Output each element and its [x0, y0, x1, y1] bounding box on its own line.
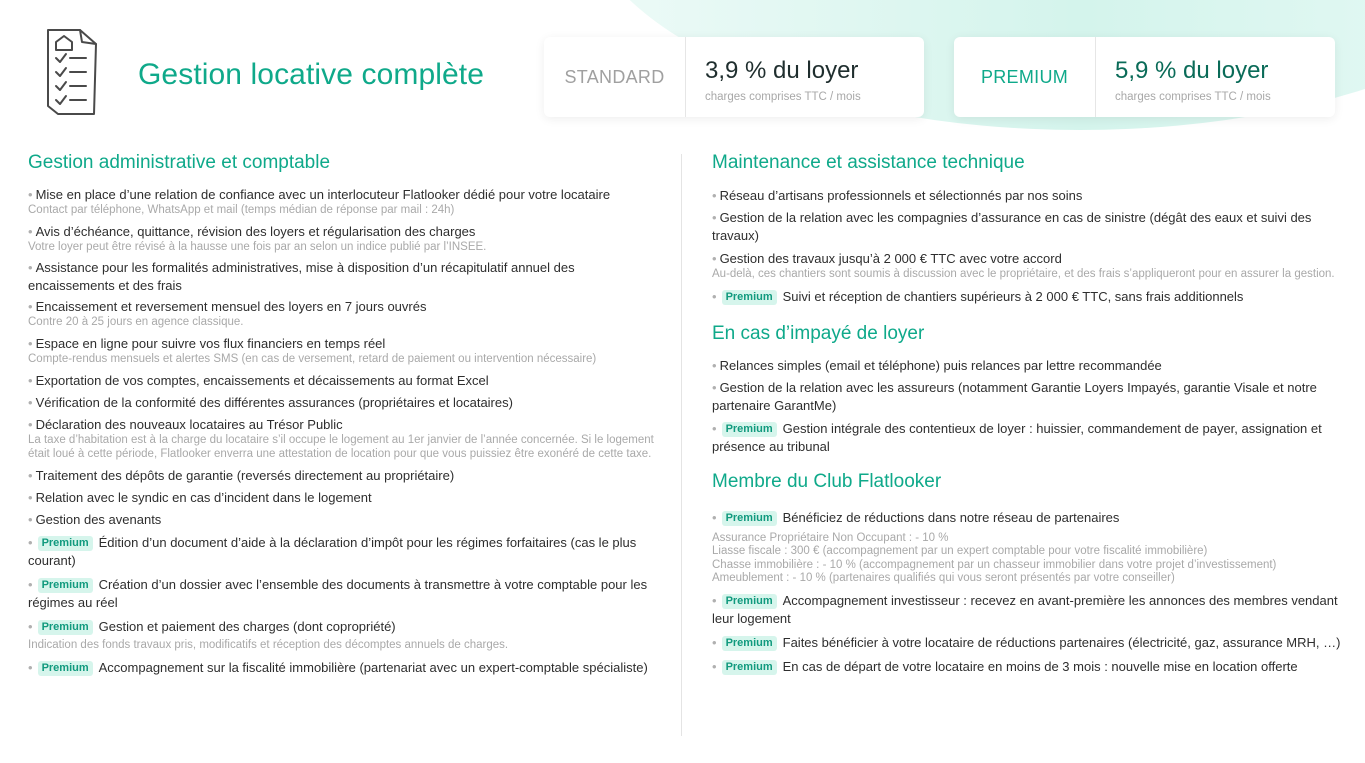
- premium-badge: Premium: [722, 660, 777, 675]
- list-item: • Premium Gestion intégrale des contentieux de loyer : huissier, commandement de payer, assignation et présence au tribunal: [712, 420, 1322, 454]
- list-item: • Encaissement et reversement mensuel des loyers en 7 jours ouvrés Contre 20 à 25 jours en agence classique.: [28, 299, 427, 328]
- premium-badge: Premium: [722, 636, 777, 651]
- premium-badge: Premium: [38, 578, 93, 593]
- section-title-club: Membre du Club Flatlooker: [712, 470, 942, 492]
- list-item: • Exportation de vos comptes, encaissements et décaissements au format Excel: [28, 373, 489, 388]
- column-administrative: [28, 152, 660, 677]
- price-amount: 5,9 % du loyer: [1115, 57, 1269, 84]
- premium-badge: Premium: [38, 620, 93, 635]
- price-note: charges comprises TTC / mois: [1115, 91, 1271, 103]
- list-item: • Premium Suivi et réception de chantiers supérieurs à 2 000 € TTC, sans frais additionnels: [712, 288, 1244, 304]
- list-item: • Gestion de la relation avec les assureurs (notamment Garantie Loyers Impayés, garantie Visale et notre partenaire GarantMe): [712, 379, 1317, 413]
- page-title: Gestion locative complète: [138, 58, 485, 91]
- premium-badge: Premium: [38, 661, 93, 676]
- price-amount: 3,9 % du loyer: [705, 57, 859, 84]
- feature-list: [712, 357, 1352, 456]
- tier-label: STANDARD: [544, 37, 686, 117]
- premium-badge: Premium: [722, 511, 777, 526]
- list-item: • Premium Édition d’un document d’aide à la déclaration d’impôt pour les régimes forfaitaires (cas le plus courant): [28, 535, 637, 568]
- list-item: • Premium Accompagnement sur la fiscalité immobilière (partenariat avec un expert-comptable spécialiste): [28, 659, 648, 675]
- list-item: • Relances simples (email et téléphone) puis relances par lettre recommandée: [712, 357, 1162, 373]
- pricing-card-premium: [954, 37, 1335, 117]
- premium-badge: Premium: [722, 422, 777, 437]
- section-title-unpaid-rent: En cas d’impayé de loyer: [712, 322, 925, 344]
- list-item: • Espace en ligne pour suivre vos flux financiers en temps réel Compte-rendus mensuels et alertes SMS (en cas de versement, retard de paiement ou intervention nécessaire): [28, 335, 597, 365]
- list-item: • Avis d’échéance, quittance, révision des loyers et régularisation des charges Votre loyer peut être révisé à la hausse une fois par an selon un indice publié par l’INSEE.: [28, 223, 487, 253]
- premium-badge: Premium: [722, 290, 777, 305]
- document-checklist-icon: [44, 26, 98, 118]
- section-title: Gestion administrative et comptable: [28, 152, 331, 173]
- list-item: • Assistance pour les formalités administratives, mise à disposition d’un récapitulatif annuel des encaissements et des frais: [28, 260, 575, 293]
- feature-list: [28, 186, 660, 677]
- column-services: [712, 152, 1352, 676]
- list-item: • Premium Faites bénéficier à votre locataire de réductions partenaires (électricité, gaz, assurance MRH, …): [712, 634, 1341, 650]
- list-item: • Gestion des avenants: [28, 512, 162, 527]
- list-item: • Déclaration des nouveaux locataires au Trésor Public La taxe d’habitation est à la charge du locataire s’il occupe le logement au 1er janvier de l’année concernée. Si le logement était loué à cette période, Flatlooker enverra une attestation de location pour que vous puissiez être exonéré de cette taxe.: [28, 417, 654, 460]
- premium-badge: Premium: [38, 536, 93, 551]
- list-item: • Réseau d’artisans professionnels et sélectionnés par nos soins: [712, 188, 1083, 203]
- list-item: • Premium Création d’un dossier avec l’ensemble des documents à transmettre à votre comptable pour les régimes au réel: [28, 577, 648, 610]
- feature-list: [712, 509, 1352, 676]
- list-item: • Gestion de la relation avec les compagnies d’assurance en cas de sinistre (dégât des eaux et suivi des travaux): [712, 210, 1312, 243]
- list-item: • Mise en place d’une relation de confiance avec un interlocuteur Flatlooker dédié pour votre locataire Contact par téléphone, WhatsApp et mail (temps médian de réponse par mail : 24h): [28, 187, 611, 216]
- pricing-card-standard: [544, 37, 924, 117]
- column-divider: [681, 154, 682, 736]
- list-item: • Premium Bénéficiez de réductions dans notre réseau de partenaires Assurance Propriétaire Non Occupant : - 10 % Liasse fiscale : 300 € (accompagnement par un expert comptable pour votre fiscalité immobilière) Chasse immobilière : - 10 % (accompagnement par un chasseur immobilier dans votre projet d’investissement) Ameublement : - 10 % (partenaires qualifiés qui vous seront présentés par votre conseiller): [712, 509, 1277, 584]
- feature-list: [712, 187, 1352, 306]
- premium-badge: Premium: [722, 594, 777, 609]
- price-note: charges comprises TTC / mois: [705, 91, 861, 103]
- tier-label: PREMIUM: [954, 37, 1096, 117]
- list-item: • Gestion des travaux jusqu’à 2 000 € TTC avec votre accord Au-delà, ces chantiers sont soumis à discussion avec le propriétaire, et des frais s’appliqueront pour en assurer la gestion.: [712, 251, 1335, 280]
- list-item: • Traitement des dépôts de garantie (reversés directement au propriétaire): [28, 468, 455, 483]
- section-title-maintenance: Maintenance et assistance technique: [712, 152, 1025, 173]
- list-item: • Relation avec le syndic en cas d’incident dans le logement: [28, 490, 372, 505]
- list-item: • Premium Gestion et paiement des charges (dont copropriété) Indication des fonds travaux pris, modificatifs et réception des décomptes annuels de charges.: [28, 619, 509, 651]
- list-item: • Premium Accompagnement investisseur : recevez en avant-première les annonces des membres vendant leur logement: [712, 592, 1338, 626]
- list-item: • Premium En cas de départ de votre locataire en moins de 3 mois : nouvelle mise en location offerte: [712, 658, 1298, 674]
- list-item: • Vérification de la conformité des différentes assurances (propriétaires et locataires): [28, 395, 513, 410]
